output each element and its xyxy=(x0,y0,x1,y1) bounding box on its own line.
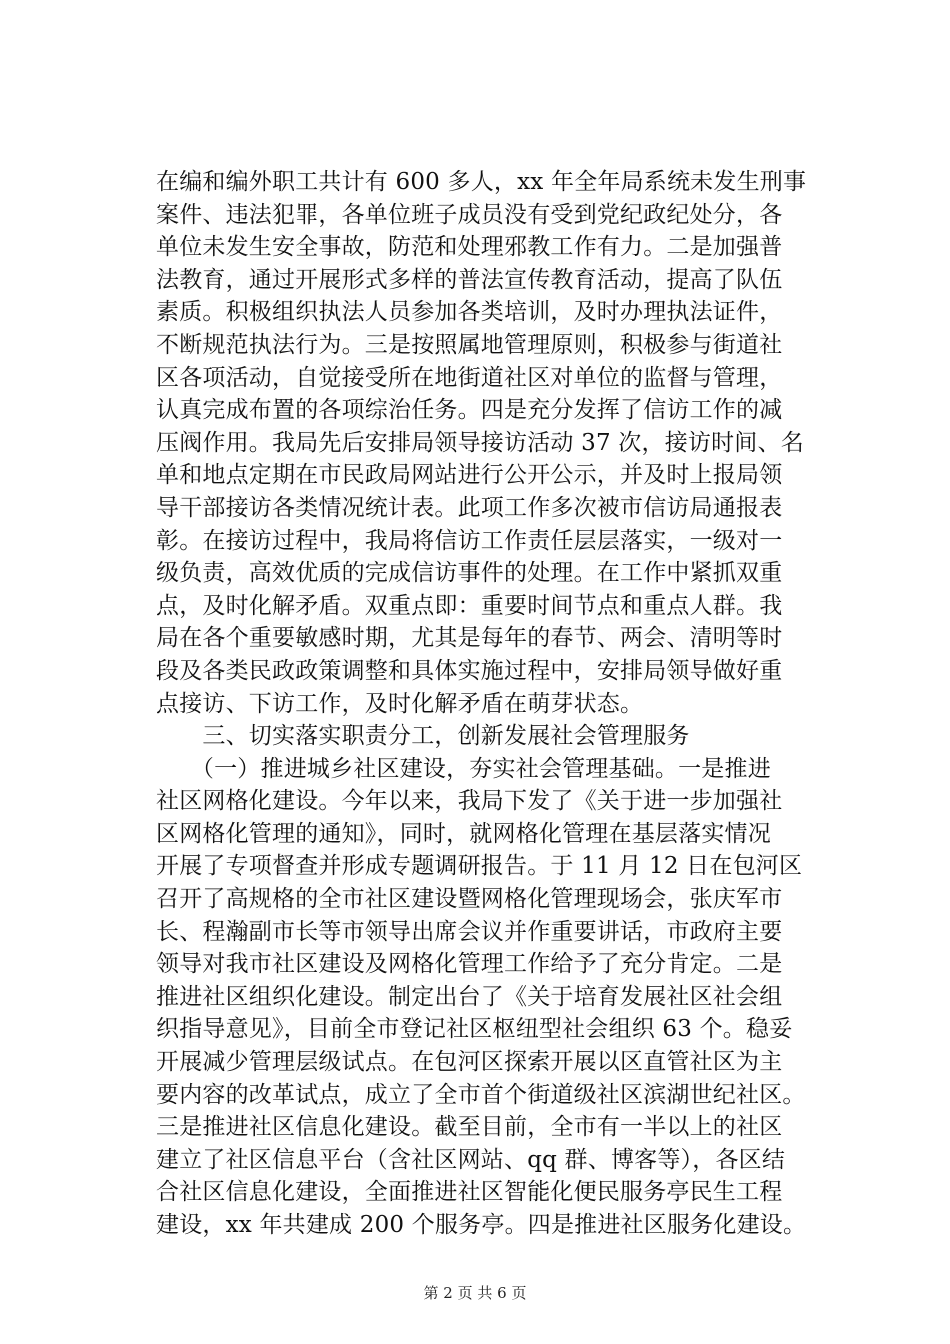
text-line: 案件、违法犯罪，各单位班子成员没有受到党纪政纪处分，各 xyxy=(156,201,783,228)
text-line: 领导对我市社区建设及网格化管理工作给予了充分肯定。二是 xyxy=(156,951,783,978)
text-line: 建设，xx 年共建成 200 个服务亭。四是推进社区服务化建设。 xyxy=(156,1212,807,1238)
text-line: 推进社区组织化建设。制定出台了《关于培育发展社区社会组 xyxy=(156,983,783,1010)
text-line: 局在各个重要敏感时期，尤其是每年的春节、两会、清明等时 xyxy=(156,625,783,652)
text-line: 不断规范执法行为。三是按照属地管理原则，积极参与街道社 xyxy=(156,331,783,358)
text-line: 合社区信息化建设，全面推进社区智能化便民服务亭民生工程 xyxy=(156,1179,783,1206)
text-line: 级负责，高效优质的完成信访事件的处理。在工作中紧抓双重 xyxy=(156,560,783,587)
text-line: 开展了专项督查并形成专题调研报告。于 11 月 12 日在包河区 xyxy=(156,853,803,880)
text-line: 单和地点定期在市民政局网站进行公开公示，并及时上报局领 xyxy=(156,462,783,489)
text-line: 建立了社区信息平台（含社区网站、qq 群、博客等），各区结 xyxy=(156,1146,786,1173)
text-line: 单位未发生安全事故，防范和处理邪教工作有力。二是加强普 xyxy=(156,234,783,261)
text-line: （一）推进城乡社区建设，夯实社会管理基础。一是推进 xyxy=(156,755,771,782)
text-line: 点接访、下访工作，及时化解矛盾在萌芽状态。 xyxy=(156,690,644,717)
text-line: 导干部接访各类情况统计表。此项工作多次被市信访局通报表 xyxy=(156,494,783,521)
text-line: 开展减少管理层级试点。在包河区探索开展以区直管社区为主 xyxy=(156,1049,783,1076)
text-line: 素质。积极组织执法人员参加各类培训，及时办理执法证件， xyxy=(156,299,783,326)
text-line: 点，及时化解矛盾。双重点即：重要时间节点和重点人群。我 xyxy=(156,592,783,619)
text-line: 织指导意见》，目前全市登记社区枢纽型社会组织 63 个。稳妥 xyxy=(156,1016,793,1043)
text-line: 在编和编外职工共计有 600 多人，xx 年全年局系统未发生刑事 xyxy=(156,169,807,195)
document-body xyxy=(156,166,846,1242)
text-line: 长、程瀚副市长等市领导出席会议并作重要讲话，市政府主要 xyxy=(156,918,783,945)
text-line: 压阀作用。我局先后安排局领导接访活动 37 次，接访时间、名 xyxy=(156,429,804,456)
text-line: 召开了高规格的全市社区建设暨网格化管理现场会，张庆军市 xyxy=(156,886,783,913)
text-line: 区各项活动，自觉接受所在地街道社区对单位的监督与管理， xyxy=(156,364,783,391)
text-line: 彰。在接访过程中，我局将信访工作责任层层落实，一级对一 xyxy=(156,527,783,554)
text-line: 三、切实落实职责分工，创新发展社会管理服务 xyxy=(156,723,690,750)
text-line: 法教育，通过开展形式多样的普法宣传教育活动，提高了队伍 xyxy=(156,266,783,293)
text-line: 要内容的改革试点，成立了全市首个街道级社区滨湖世纪社区。 xyxy=(156,1081,806,1108)
page-footer: 第 2 页 共 6 页 xyxy=(423,1284,527,1302)
text-line: 三是推进社区信息化建设。截至目前，全市有一半以上的社区 xyxy=(156,1114,783,1141)
text-line: 社区网格化建设。今年以来，我局下发了《关于进一步加强社 xyxy=(156,788,783,815)
text-line: 区网格化管理的通知》，同时，就网格化管理在基层落实情况 xyxy=(156,820,771,847)
text-line: 段及各类民政政策调整和具体实施过程中，安排局领导做好重 xyxy=(156,657,783,684)
text-line: 认真完成布置的各项综治任务。四是充分发挥了信访工作的减 xyxy=(156,397,783,424)
